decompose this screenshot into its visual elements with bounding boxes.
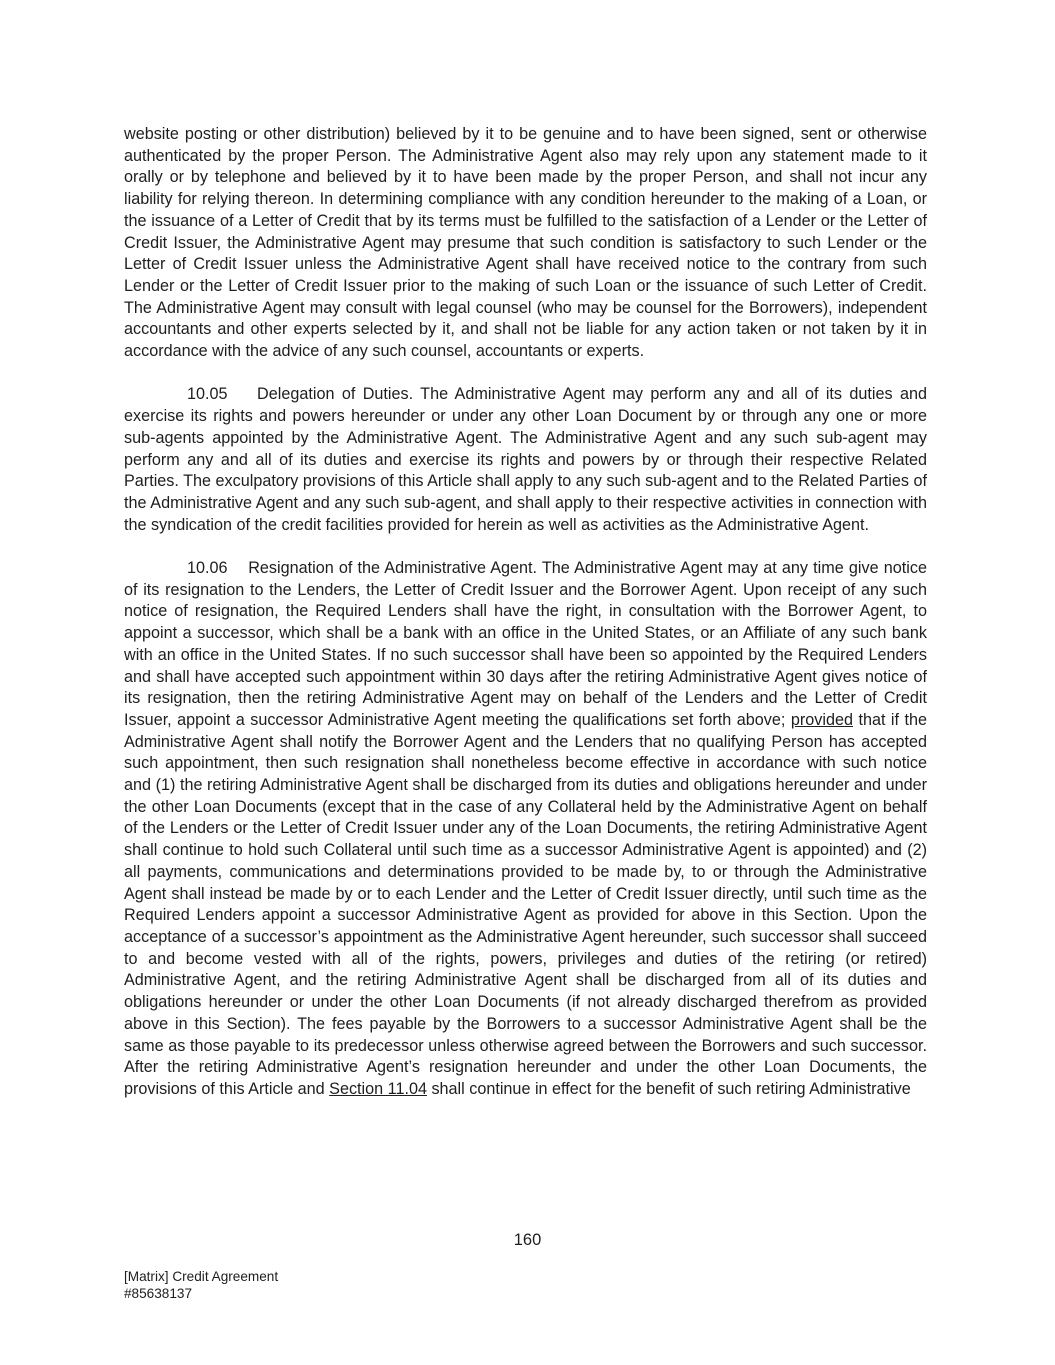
section-heading: Delegation of Duties [257, 385, 409, 404]
section-body-continued: that if the Administrative Agent shall notify the Borrower Agent and the Lenders that no qualifying Person has accepted such appointment, then such resignation shall nonetheless become effective in accordance with such notice and (1) the retiring Administrative Agent shall be discharged from its duties and obligations hereunder and under the other Loan Documents (except that in the case of any Collateral held by the Administrative Agent on behalf of the Lenders or the Letter of Credit Issuer under any of the Loan Documents, the retiring Administrative Agent shall continue to hold such Collateral until such time as a successor Administrative Agent is appointed) and (2) all payments, communications and determinations provided to be made by, to or through the Administrative Agent shall instead be made by or to each Lender and the Letter of Credit Issuer directly, until such time as the Required Lenders appoint a successor Administrative Agent as provided for above in this Section. Upon the acceptance of a successor’s appointment as the Administrative Agent hereunder, such successor shall succeed to and become vested with all of the rights, powers, privileges and duties of the retiring (or retired) Administrative Agent, and the retiring Administrative Agent shall be discharged from all of its duties and obligations hereunder or under the other Loan Documents (if not already discharged therefrom as provided above in this Section). The fees payable by the Borrowers to a successor Administrative Agent shall be the same as those payable to its predecessor unless otherwise agreed between the Borrowers and such successor. After the retiring Administrative Agent’s resignation hereunder and under the other Loan Documents, the provisions of this Article and [124, 710, 928, 1098]
paragraph-continued [124, 124, 927, 363]
section-body-tail: shall continue in effect for the benefit of such retiring Administrative [426, 1079, 911, 1098]
document-page [124, 124, 927, 1101]
footer-document-id: #85638137 [124, 1286, 193, 1301]
section-number: 10.06 [187, 559, 228, 578]
section-heading: Resignation of the Administrative Agent [248, 559, 533, 578]
footer [124, 1268, 278, 1302]
paragraph-text: website posting or other distribution) believed by it to be genuine and to have been signed, sent or otherwise authenticated by the proper Person. The Administrative Agent also may rely upon any statement made to it orally or by telephone and believed by it to have been made by the proper Person, and shall not incur any liability for relying thereon. In determining compliance with any condition hereunder to the making of a Loan, or the issuance of a Letter of Credit that by its terms must be fulfilled to the satisfaction of a Lender or the Letter of Credit Issuer, the Administrative Agent may presume that such condition is satisfactory to such Lender or the Letter of Credit Issuer unless the Administrative Agent shall have received notice to the contrary from such Lender or the Letter of Credit Issuer prior to the making of such Loan or the issuance of such Letter of Credit. The Administrative Agent may consult with legal counsel (who may be counsel for the Borrowers), independent accountants and other experts selected by it, and shall not be liable for any action taken or not taken by it in accordance with the advice of any such counsel, accountants or experts. [124, 125, 927, 361]
section-body: . The Administrative Agent may at any time give notice of its resignation to the Lenders, the Letter of Credit Issuer and the Borrower Agent. Upon receipt of any such notice of resignation, the Required Lenders shall have the right, in consultation with the Borrower Agent, to appoint a successor, which shall be a bank with an office in the United States, or an Affiliate of any such bank with an office in the United States. If no such successor shall have been so appointed by the Required Lenders and shall have accepted such appointment within 30 days after the retiring Administrative Agent gives notice of its resignation, then the retiring Administrative Agent may on behalf of the Lenders and the Letter of Credit Issuer, appoint a successor Administrative Agent meeting the qualifications set forth above; [124, 559, 927, 729]
provided-term: provided [790, 710, 853, 729]
page-number: 160 [513, 1231, 542, 1249]
footer-document-title: [Matrix] Credit Agreement [124, 1269, 279, 1284]
section-body: . The Administrative Agent may perform any and all of its duties and exercise its rights and powers hereunder or under any other Loan Document by or through any one or more sub-agents appointed by the Administrative Agent. The Administrative Agent and any such sub-agent may perform any and all of its duties and exercise its rights and powers by or through their respective Related Parties. The exculpatory provisions of this Article shall apply to any such sub-agent and to the Related Parties of the Administrative Agent and any such sub-agent, and shall apply to their respective activities in connection with the syndication of the credit facilities provided for herein as well as activities as the Administrative Agent. [124, 385, 927, 534]
section-10-06 [124, 558, 927, 1101]
section-10-05 [124, 384, 927, 536]
section-reference: Section 11.04 [329, 1079, 427, 1098]
section-number: 10.05 [187, 385, 228, 404]
